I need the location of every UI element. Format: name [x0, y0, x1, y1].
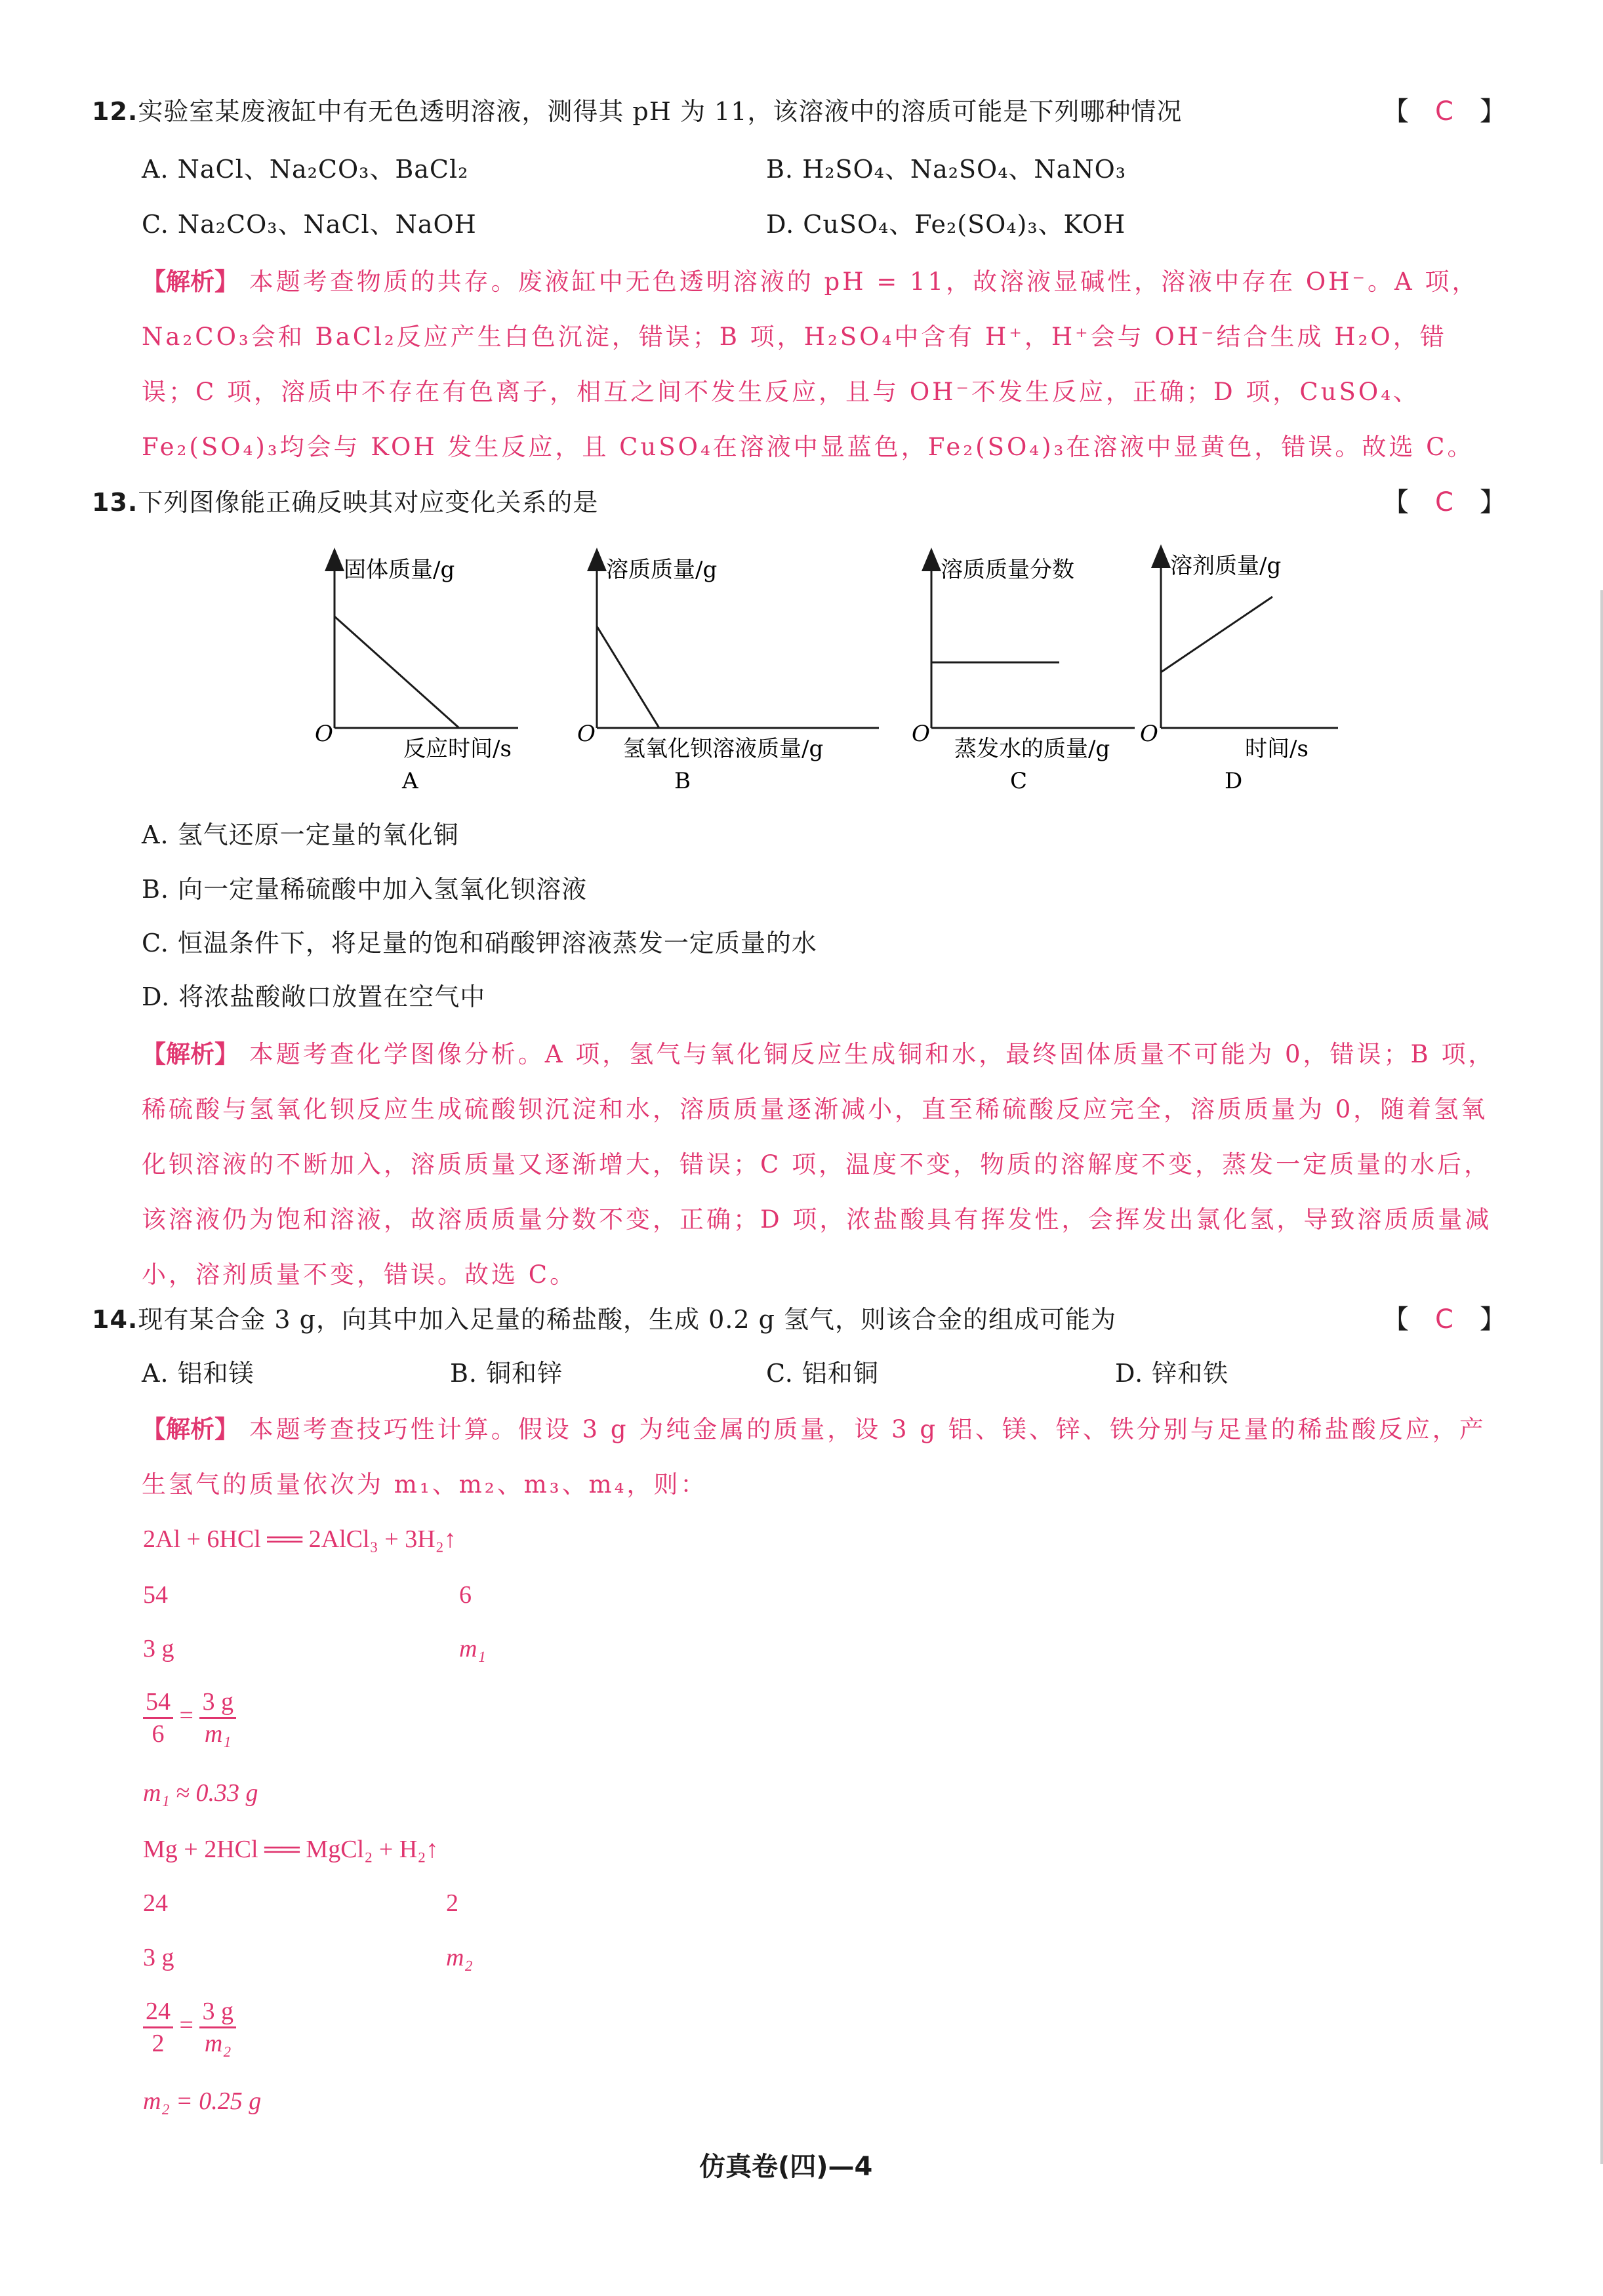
graph-a-ylabel: 固体质量/g: [344, 557, 455, 583]
graph-c-caption: C: [1010, 768, 1028, 794]
ratio2-den-l: 2: [152, 2030, 165, 2057]
q13-option-a: A. 氢气还原一定量的氧化铜: [142, 820, 459, 849]
graph-d-xlabel: 时间/s: [1245, 736, 1309, 762]
q14-number: 14.: [92, 1305, 138, 1334]
q13-stem: [92, 484, 598, 521]
q12-option-d: D. CuSO₄、Fe₂(SO₄)₃、KOH: [766, 210, 1126, 239]
q12-answer: C: [1435, 96, 1453, 127]
graph-b-line: [597, 626, 659, 728]
calc-eq1-a: 54: [143, 1581, 168, 1609]
graph-a: [315, 557, 518, 794]
q14-option-d: D. 锌和铁: [1115, 1359, 1229, 1388]
q14-option-b: B. 铜和锌: [450, 1359, 563, 1388]
q13-analysis-text: 本题考查化学图像分析。A 项，氢气与氧化铜反应生成铜和水，最终固体质量不可能为 0，错误；B 项，稀硫酸与氢氧化钡反应生成硫酸钡沉淀和水，溶质质量逐渐减小，直至稀硫酸反应完全，溶质质量为 0，随着氢氧化钡溶液的不断加入，溶质质量又逐渐增大，错误；C 项，温度不变，物质的溶解度不变，蒸发一定质量的水后，该溶液仍为饱和溶液，故溶质质量分数不变，正确；D 项，浓盐酸具有挥发性，会挥发出氯化氢，导致溶质质量减小，溶剂质量不变，错误。故选 C。: [142, 1040, 1495, 1289]
graph-b-ylabel: 溶质质量/g: [606, 557, 718, 583]
q14-analysis: [142, 1402, 1499, 1512]
page-footer: 仿真卷(四)—4: [699, 2152, 873, 2182]
graph-d-origin: O: [1140, 721, 1158, 747]
page-edge-line: [1600, 590, 1603, 2164]
graph-d-ylabel: 溶剂质量/g: [1170, 553, 1282, 579]
q13-option-d: D. 将浓盐酸敞口放置在空气中: [142, 982, 486, 1011]
q14-answer-bracket: 【 C 】: [1383, 1304, 1506, 1335]
q14-analysis-text: 本题考查技巧性计算。假设 3 g 为纯金属的质量，设 3 g 铝、镁、锌、铁分别与足量的稀盐酸反应，产生氢气的质量依次为 m₁、m₂、m₃、m₄，则：: [142, 1415, 1486, 1499]
q13-analysis-tag: 【解析】: [142, 1040, 239, 1068]
q12-analysis: [142, 254, 1499, 475]
q12-option-b: B. H₂SO₄、Na₂SO₄、NaNO₃: [766, 155, 1126, 184]
q14-stem: [92, 1301, 1116, 1338]
calc-eq2-b: 2: [446, 1889, 458, 1917]
q14-analysis-tag: 【解析】: [142, 1415, 239, 1443]
q14-stem-text: 现有某合金 3 g，向其中加入足量的稀盐酸，生成 0.2 g 氢气，则该合金的组成可能为: [138, 1305, 1116, 1334]
q12-option-c: C. Na₂CO₃、NaCl、NaOH: [142, 210, 477, 239]
q14-answer: C: [1435, 1304, 1453, 1335]
graph-b-caption: B: [674, 768, 691, 794]
q12-stem: [92, 93, 1182, 130]
ratio1-den-l: 6: [152, 1720, 165, 1748]
calc-eq1-d: m₁: [459, 1635, 486, 1662]
graph-b: [577, 557, 879, 794]
graph-a-origin: O: [315, 721, 333, 747]
ratio2-num-l: 24: [143, 1996, 173, 2028]
calc-eq1-c: 3 g: [143, 1635, 174, 1662]
q13-answer-bracket: 【 C 】: [1383, 487, 1506, 517]
q13-option-b: B. 向一定量稀硫酸中加入氢氧化钡溶液: [142, 875, 588, 904]
calc-eq2: Mg + 2HCl ══ MgCl₂ + H₂↑: [143, 1836, 439, 1863]
calc-eq2-c: 3 g: [143, 1944, 174, 1971]
q13-analysis: [142, 1027, 1499, 1302]
q13-stem-text: 下列图像能正确反映其对应变化关系的是: [138, 488, 599, 517]
graph-b-xlabel: 氢氧化钡溶液质量/g: [623, 736, 824, 762]
calc-eq1: 2Al + 6HCl ══ 2AlCl₃ + 3H₂↑: [143, 1525, 457, 1553]
calc-ratio2: $\frac{24}{2}$ = $\frac{3 g}{\text{m₂}}$: [143, 1996, 236, 2059]
q14-option-c: C. 铝和铜: [766, 1359, 879, 1388]
q12-number: 12.: [92, 97, 138, 126]
calc-ratio1: $\frac{54}{6}$ = $\frac{3 g}{\text{m₁}}$: [143, 1687, 236, 1749]
calc-res1: m₁ ≈ 0.33 g: [143, 1779, 258, 1807]
calc-eq2-a: 24: [143, 1889, 168, 1917]
q13-number: 13.: [92, 488, 138, 517]
graph-c-xlabel: 蒸发水的质量/g: [954, 736, 1110, 762]
graph-d: [1140, 553, 1338, 794]
graph-c: [912, 557, 1135, 794]
q12-option-a: A. NaCl、Na₂CO₃、BaCl₂: [142, 155, 469, 184]
q13-graphs: [289, 544, 1535, 794]
graph-a-caption: A: [402, 768, 418, 794]
ratio1-num-l: 54: [143, 1687, 173, 1719]
ratio1-den-r: m₁: [204, 1720, 232, 1748]
q12-analysis-tag: 【解析】: [142, 268, 239, 296]
graph-b-origin: O: [577, 721, 596, 747]
q13-option-c: C. 恒温条件下，将足量的饱和硝酸钾溶液蒸发一定质量的水: [142, 929, 817, 957]
graph-c-ylabel: 溶质质量分数: [941, 557, 1074, 583]
graph-d-caption: D: [1225, 768, 1243, 794]
q12-answer-bracket: 【 C 】: [1383, 96, 1506, 127]
graph-d-line: [1161, 597, 1272, 672]
calc-eq2-d: m₂: [446, 1944, 473, 1971]
graph-a-line: [335, 616, 459, 728]
q12-stem-text: 实验室某废液缸中有无色透明溶液，测得其 pH 为 11，该溶液中的溶质可能是下列哪种情况: [138, 97, 1183, 126]
ratio2-den-r: m₂: [204, 2030, 232, 2057]
ratio2-num-r: 3 g: [199, 1996, 236, 2028]
calc-eq1-b: 6: [459, 1581, 472, 1609]
q12-analysis-text: 本题考查物质的共存。废液缸中无色透明溶液的 pH = 11，故溶液显碱性，溶液中存在 OH⁻。A 项，Na₂CO₃会和 BaCl₂反应产生白色沉淀，错误；B 项，H₂SO₄中含有 H⁺，H⁺会与 OH⁻结合生成 H₂O，错误；C 项，溶质中不存在有色离子，相互之间不发生反应，且与 OH⁻不发生反应，正确；D 项，CuSO₄、Fe₂(SO₄)₃均会与 KOH 发生反应，且 CuSO₄在溶液中显蓝色，Fe₂(SO₄)₃在溶液中显黄色，错误。故选 C。: [142, 268, 1479, 461]
graph-c-origin: O: [912, 721, 930, 747]
q13-answer: C: [1435, 487, 1453, 517]
graph-a-xlabel: 反应时间/s: [403, 736, 512, 762]
calc-res2: m₂ = 0.25 g: [143, 2087, 262, 2115]
q14-option-a: A. 铝和镁: [142, 1359, 254, 1388]
ratio1-num-r: 3 g: [199, 1687, 236, 1719]
